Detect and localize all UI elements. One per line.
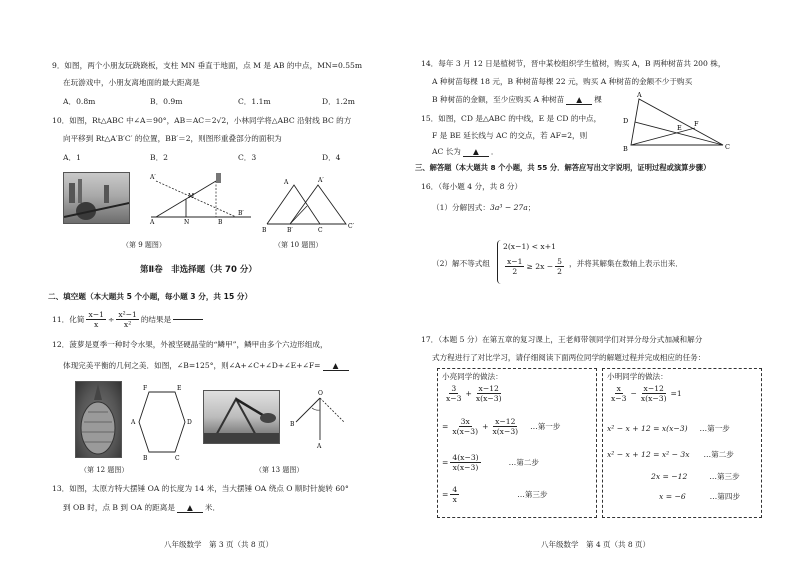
xiaoliang-title: 小亮同学的做法： (442, 372, 503, 381)
q11-f2-num: x²−1 (118, 310, 137, 319)
fig10-label-b: B (262, 227, 267, 234)
l0-a-num: 3 (451, 384, 457, 393)
fig9-label-a-prime: A′ (150, 174, 156, 181)
fig15-label-a: A (637, 91, 642, 99)
fig9-label-n: N (184, 219, 190, 226)
q9-text2: 在玩游戏中，小朋友离地面的最大距离是 (63, 78, 200, 87)
l0-a-den: x−3 (446, 394, 462, 404)
fig9-seesaw-diagram (146, 165, 256, 225)
q12-text2-line (63, 361, 351, 371)
q16-l2-frac1 (505, 257, 524, 277)
xiaoming-title: 小明同学的做法： (607, 372, 668, 381)
fig12-hexagon-diagram (131, 382, 207, 462)
q14-text3-line (432, 95, 602, 105)
left-page-footer: 八年级数学 第 3 页（共 8 页） (163, 539, 274, 549)
l1-a-num: 3x (460, 417, 470, 426)
fig10-triangle-diagram (262, 172, 372, 232)
r0-op: − (630, 389, 637, 399)
q17-text2: 式方程进行了对比学习，请仔细阅读下面两位同学的解题过程并完成相应的任务： (432, 353, 706, 362)
fig9-label-b-prime: B′ (238, 210, 244, 217)
fig15-label-d: D (623, 117, 629, 125)
fig10-label-b-prime: B′ (287, 227, 293, 234)
fig10-label-c: C (318, 227, 323, 234)
right-page-footer: 八年级数学 第 4 页（共 8 页） (540, 539, 651, 549)
xiaoliang-step3: …第三步 (517, 490, 548, 500)
q11-suffix: 的结果是 (140, 315, 172, 325)
q16-brace (497, 240, 501, 284)
q11-fraction-1 (86, 310, 105, 330)
q10-option-b[interactable]: B．2 (150, 153, 169, 162)
q14-answer[interactable]: ▲ (566, 95, 592, 105)
l0-b-den: x(x−3) (475, 394, 502, 404)
fig9-label-m: M (188, 193, 195, 200)
q14-text3: B 种树苗的金额，至少应购买 A 种树苗 (432, 95, 565, 104)
q9-option-b[interactable]: B．0.9m (150, 97, 183, 106)
q16-part1 (432, 203, 535, 212)
xiaoliang-line2: = $\frac{4(x-3)}{x(x-3)}$ …第二步 (442, 453, 539, 473)
fig13-caption: （第 13 题图） (255, 466, 304, 474)
l3-num: 4 (452, 485, 458, 494)
fig9-caption: （第 9 题图） (122, 241, 166, 249)
q13-unit: 米． (204, 503, 221, 512)
q16-l2-num: x−1 (507, 257, 523, 266)
pineapple-photo (75, 381, 122, 458)
xiaoliang-line0 (442, 384, 506, 404)
q10-option-d[interactable]: D．4 (322, 153, 341, 162)
right-page (397, 0, 794, 561)
fig10-label-c-prime: C′ (348, 223, 354, 230)
hex-label-c: C (175, 455, 180, 462)
r3-expr: 2x = −12 (651, 472, 688, 481)
q16-l2-den: 2 (512, 267, 518, 277)
xiaoming-line4 (659, 492, 740, 501)
q9-option-a[interactable]: A．0.8m (63, 97, 96, 106)
r4-expr: x = −6 (659, 492, 686, 501)
q16-l2-mid: ≥ 2x − (526, 262, 554, 272)
q9-option-d[interactable]: D．1.2m (322, 97, 355, 106)
q11-answer-blank[interactable] (173, 319, 203, 320)
section2-heading: 二、填空题（本大题共 5 个小题，每小题 3 分，共 15 分） (48, 292, 253, 301)
fig15-label-c: C (725, 143, 730, 151)
r0-b-num: x−12 (643, 384, 664, 393)
hex-label-d: D (187, 419, 192, 426)
r0-rhs: =1 (670, 389, 682, 399)
q14-unit: 棵 (594, 95, 602, 104)
q10-option-c[interactable]: C．3 (238, 153, 257, 162)
q16-p2-end: ，并将其解集在数轴上表示出来． (569, 259, 683, 268)
q16-l2-frac2 (555, 257, 564, 277)
l0-b-num: x−12 (478, 384, 499, 393)
q9-text: 9．如图，两个小朋友玩跷跷板，支柱 MN 垂直于地面，点 M 是 AB 的中点，MN=0.55m (52, 61, 363, 70)
r0-frac-b (639, 384, 669, 404)
l1-frac-b (490, 417, 520, 437)
q11-f1-num: x−1 (88, 310, 104, 319)
hex-label-b: B (143, 455, 148, 462)
fig10-label-a: A (284, 179, 289, 186)
q17-text: 17．（本题 5 分）在第五章的复习课上，王老师带领同学们对异分母分式加减和解分 (421, 335, 703, 344)
fig13-rotation-diagram (290, 390, 350, 450)
q16-p1-expr: 3a³ − 27a (490, 203, 528, 212)
r0-frac-a (609, 384, 628, 404)
l1-b-den: x(x−3) (492, 427, 519, 437)
q15-text3-line (432, 147, 499, 157)
q15-end: ． (490, 147, 499, 156)
l3-den: x (452, 495, 457, 505)
l1-op: + (482, 422, 489, 432)
l1-frac-a (450, 417, 480, 437)
q16-p1-end: ； (527, 203, 536, 212)
l2-frac (450, 453, 480, 473)
q15-text2: F 是 BE 延长线与 AC 的交点，若 AF=2，则 (432, 131, 588, 140)
q13-text: 13．如图，太原方特大摆锤 OA 的长度为 14 米，当大摆锤 OA 绕点 O 顺时针旋转 60° (52, 484, 349, 493)
xiaoliang-line1: = $\frac{3x}{x(x-3)}$ + $\frac{x-12}{x(x-3)}$ …第一步 (442, 417, 561, 437)
q13-text2: 到 OB 时，点 B 到 OA 的距离是 (63, 503, 175, 512)
fig15-label-b: B (623, 145, 628, 153)
fig13-label-o: O (318, 390, 323, 397)
q12-text2: 体现完美平衡的几何之美．如图，∠B=125°，则∠A+∠C+∠D+∠E+∠F= (63, 361, 321, 370)
q11-fraction-2 (116, 310, 139, 330)
l1-b-num: x−12 (495, 417, 516, 426)
xiaoming-line2 (607, 450, 734, 459)
l1-a-den: x(x−3) (452, 427, 479, 437)
hex-label-a: A (131, 419, 136, 426)
q11-prefix: 11．化简 (52, 315, 85, 325)
q15-text3: AC 长为 (432, 147, 461, 156)
q12-text: 12．菠萝是夏季一种时令水果，外被坚硬晶莹的“鳞甲”，鳞甲由多个六边形组成， (52, 340, 328, 349)
l0-frac-b (474, 384, 504, 404)
pendulum-ride-photo (203, 390, 280, 444)
l3-frac (450, 485, 459, 505)
xiaoming-step1: …第一步 (699, 424, 730, 433)
fig15-triangle-diagram (623, 91, 730, 155)
q10-text: 10．如图，Rt△ABC 中∠A＝90°，AB＝AC＝2√2，小林同学将△ABC 沿射线 BC 的方 (52, 116, 352, 125)
l2-num: 4(x−3) (452, 453, 479, 462)
fig15-label-f: F (694, 120, 699, 128)
q13-answer[interactable]: ▲ (177, 503, 203, 513)
xiaoliang-step1: …第一步 (530, 422, 561, 432)
q11 (52, 310, 205, 330)
fig13-label-a: A (317, 443, 322, 450)
xiaoming-step4: …第四步 (709, 492, 741, 501)
q11-f2-den: x² (123, 320, 132, 330)
l0-op: + (465, 389, 472, 399)
hex-label-e: E (177, 385, 182, 392)
q16-p1-label: （1）分解因式： (432, 203, 490, 212)
r2-expr: x² − x + 12 = x² − 3x (607, 450, 690, 459)
xiaoming-line1 (607, 424, 730, 433)
q11-op: ÷ (107, 315, 115, 325)
fig13-label-b: B (290, 421, 295, 428)
r0-a-den: x−3 (611, 394, 627, 404)
q16-p2-label: （2）解不等式组 (432, 259, 490, 268)
r1-expr: x² − x + 12 = x(x−3) (607, 424, 688, 433)
part2-title: 第Ⅱ卷 非选择题（共 70 分） (140, 265, 257, 275)
fig9-label-b: B (218, 219, 223, 226)
xiaoliang-line3: = $\frac{4}{x}$ …第三步 (442, 485, 548, 505)
q15-answer[interactable]: ▲ (463, 147, 489, 157)
q16-p2-line2 (503, 257, 566, 277)
q15-text: 15．如图，CD 是△ABC 的中线，E 是 CD 的中点， (421, 114, 602, 123)
seesaw-photo (63, 172, 130, 224)
xiaoming-step3: …第三步 (709, 472, 740, 481)
xiaoming-line0 (607, 384, 682, 404)
l0-frac-a (444, 384, 463, 404)
q16-p2-line1: 2(x−1) < x+1 (503, 242, 556, 251)
xiaoliang-solution-box (437, 368, 597, 518)
q16-l2-den2: 2 (557, 267, 562, 277)
xiaoming-step2: …第二步 (703, 450, 734, 459)
fig9-label-a: A (150, 219, 155, 226)
q10-option-a[interactable]: A．1 (63, 153, 81, 162)
xiaoliang-step2: …第二步 (508, 458, 539, 468)
fig10-label-a-prime: A′ (318, 177, 324, 184)
fig15-label-e: E (677, 124, 682, 132)
xiaoming-solution-box (602, 368, 762, 518)
r0-a-num: x (616, 384, 621, 393)
r0-b-den: x(x−3) (640, 394, 667, 404)
hex-label-f: F (143, 385, 148, 392)
l2-den: x(x−3) (452, 463, 479, 473)
q11-f1-den: x (94, 320, 99, 330)
fig12-caption: （第 12 题图） (80, 466, 129, 474)
q13-text2-line (63, 503, 220, 513)
q10-text2: 向平移到 Rt△A′B′C′ 的位置，BB′＝2，则图形重叠部分的面积为 (63, 134, 282, 143)
q12-answer[interactable]: ▲ (323, 361, 349, 371)
q9-option-c[interactable]: C．1.1m (238, 97, 271, 106)
q16-title: 16．（每小题 4 分，共 8 分） (421, 182, 523, 191)
fig10-caption: （第 10 题图） (274, 241, 323, 249)
xiaoming-line3 (651, 472, 740, 481)
q16-l2-num2: 5 (557, 257, 562, 266)
section3-heading: 三、解答题（本大题共 8 个小题，共 55 分．解答应写出文字说明，证明过程或演算步骤） (415, 163, 711, 172)
q14-text2: A 种树苗每棵 18 元，B 种树苗每棵 22 元，购买 A 种树苗的金额不少于购买 (432, 77, 693, 86)
q14-text: 14．每年 3 月 12 日是植树节，晋中某校组织学生植树，购买 A，B 两种树苗共 200 株， (421, 59, 726, 68)
